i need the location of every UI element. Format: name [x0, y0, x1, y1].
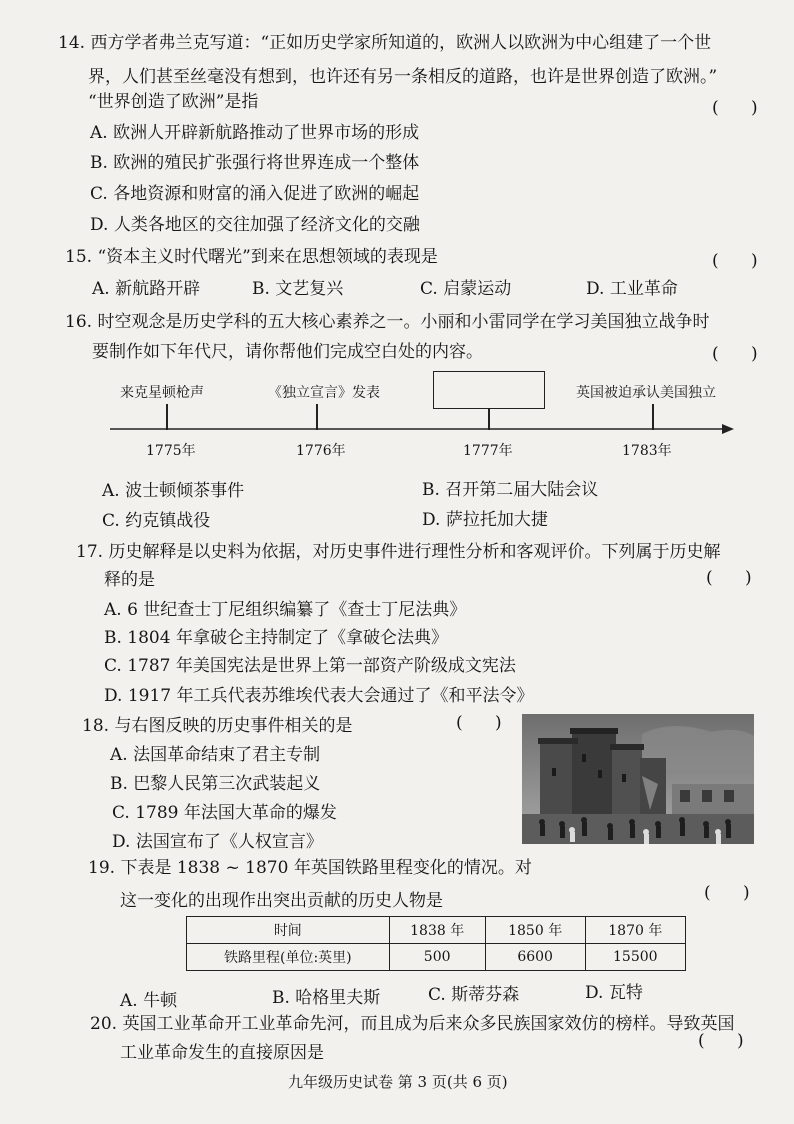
table-row [187, 944, 686, 971]
railway-mileage-table [186, 916, 686, 971]
q18-stem: 18. 与右图反映的历史事件相关的是 [82, 716, 353, 736]
q18-option-d[interactable]: D. 法国宣布了《人权宣言》 [112, 832, 323, 852]
q18-option-a[interactable]: A. 法国革命结束了君主专制 [110, 745, 321, 765]
table-header-cell: 1870 年 [585, 917, 685, 944]
q16-option-a[interactable]: A. 波士顿倾茶事件 [102, 481, 245, 501]
table-cell: 15500 [585, 944, 685, 971]
q14-stem-line1: 14. 西方学者弗兰克写道：“正如历史学家所知道的，欧洲人以欧洲为中心组建了一个世 [58, 33, 712, 53]
timeline-year-1777: 1777年 [463, 443, 513, 459]
q16-option-d[interactable]: D. 萨拉托加大捷 [422, 510, 548, 530]
timeline-label-1776: 《独立宣言》发表 [268, 385, 380, 401]
q17-answer-paren[interactable]: ( ) [706, 568, 752, 588]
q17-option-d[interactable]: D. 1917 年工兵代表苏维埃代表大会通过了《和平法令》 [104, 686, 534, 706]
page-footer: 九年级历史试卷 第 3 页(共 6 页) [288, 1073, 508, 1091]
q19-answer-paren[interactable]: ( ) [704, 883, 750, 903]
table-header-row [187, 917, 686, 944]
q14-answer-paren[interactable]: ( ) [712, 98, 758, 118]
q20-answer-paren[interactable]: ( ) [698, 1031, 744, 1051]
timeline-label-1783: 英国被迫承认美国独立 [576, 385, 716, 401]
q14-option-d[interactable]: D. 人类各地区的交往加强了经济文化的交融 [90, 215, 420, 235]
q19-option-d[interactable]: D. 瓦特 [585, 983, 643, 1003]
q15-option-d[interactable]: D. 工业革命 [586, 279, 678, 299]
q18-option-b[interactable]: B. 巴黎人民第三次武装起义 [110, 774, 321, 794]
table-cell: 6600 [485, 944, 585, 971]
q14-option-b[interactable]: B. 欧洲的殖民扩张强行将世界连成一个整体 [90, 153, 420, 173]
q14-stem-line3: “世界创造了欧洲”是指 [88, 92, 259, 112]
timeline-year-1776: 1776年 [296, 443, 346, 459]
timeline-year-1783: 1783年 [622, 443, 672, 459]
q17-option-b[interactable]: B. 1804 年拿破仑主持制定了《拿破仑法典》 [104, 628, 448, 648]
q20-stem-line1: 20. 英国工业革命开工业革命先河，而且成为后来众多民族国家效仿的榜样。导致英国 [90, 1014, 735, 1034]
q18-option-c[interactable]: C. 1789 年法国大革命的爆发 [112, 803, 337, 823]
table-cell: 铁路里程(单位:英里) [187, 944, 390, 971]
q19-option-c[interactable]: C. 斯蒂芬森 [428, 985, 520, 1005]
table-header-cell: 1838 年 [389, 917, 485, 944]
q15-option-c[interactable]: C. 启蒙运动 [420, 279, 512, 299]
q17-stem-line2: 释的是 [104, 570, 155, 590]
q17-option-c[interactable]: C. 1787 年美国宪法是世界上第一部资产阶级成文宪法 [104, 656, 516, 676]
q17-option-a[interactable]: A. 6 世纪查士丁尼组织编纂了《查士丁尼法典》 [104, 600, 467, 620]
timeline-axis-arrow [110, 420, 734, 436]
timeline-blank-box[interactable] [433, 371, 545, 409]
q19-stem-line2: 这一变化的出现作出突出贡献的历史人物是 [120, 891, 443, 911]
q16-stem-line1: 16. 时空观念是历史学科的五大核心素养之一。小丽和小雷同学在学习美国独立战争时 [65, 312, 710, 332]
q14-option-c[interactable]: C. 各地资源和财富的涌入促进了欧洲的崛起 [90, 184, 420, 204]
q19-stem-line1: 19. 下表是 1838 ~ 1870 年英国铁路里程变化的情况。对 [88, 858, 532, 878]
q19-option-b[interactable]: B. 哈格里夫斯 [272, 988, 381, 1008]
q18-answer-paren[interactable]: ( ) [456, 713, 502, 733]
q15-option-a[interactable]: A. 新航路开辟 [92, 279, 201, 299]
q19-option-a[interactable]: A. 牛顿 [120, 991, 178, 1011]
q16-stem-line2: 要制作如下年代尺，请你帮他们完成空白处的内容。 [92, 342, 483, 362]
timeline-label-1775: 来克星顿枪声 [120, 385, 204, 401]
table-header-cell: 1850 年 [485, 917, 585, 944]
q16-option-c[interactable]: C. 约克镇战役 [102, 511, 211, 531]
q15-option-b[interactable]: B. 文艺复兴 [252, 279, 344, 299]
q20-stem-line2: 工业革命发生的直接原因是 [120, 1043, 324, 1063]
q14-stem-line2: 界，人们甚至丝毫没有想到，也许还有另一条相反的道路，也许是世界创造了欧洲。” [88, 67, 718, 87]
q14-option-a[interactable]: A. 欧洲人开辟新航路推动了世界市场的形成 [90, 123, 420, 143]
q15-answer-paren[interactable]: ( ) [712, 251, 758, 271]
bastille-engraving-image [522, 714, 754, 844]
q16-option-b[interactable]: B. 召开第二届大陆会议 [422, 480, 599, 500]
q15-stem: 15. “资本主义时代曙光”到来在思想领域的表现是 [65, 247, 438, 267]
table-cell: 500 [389, 944, 485, 971]
q16-answer-paren[interactable]: ( ) [712, 344, 758, 364]
timeline-year-1775: 1775年 [146, 443, 196, 459]
table-header-cell: 时间 [187, 917, 390, 944]
q17-stem-line1: 17. 历史解释是以史料为依据，对历史事件进行理性分析和客观评价。下列属于历史解 [76, 542, 721, 562]
